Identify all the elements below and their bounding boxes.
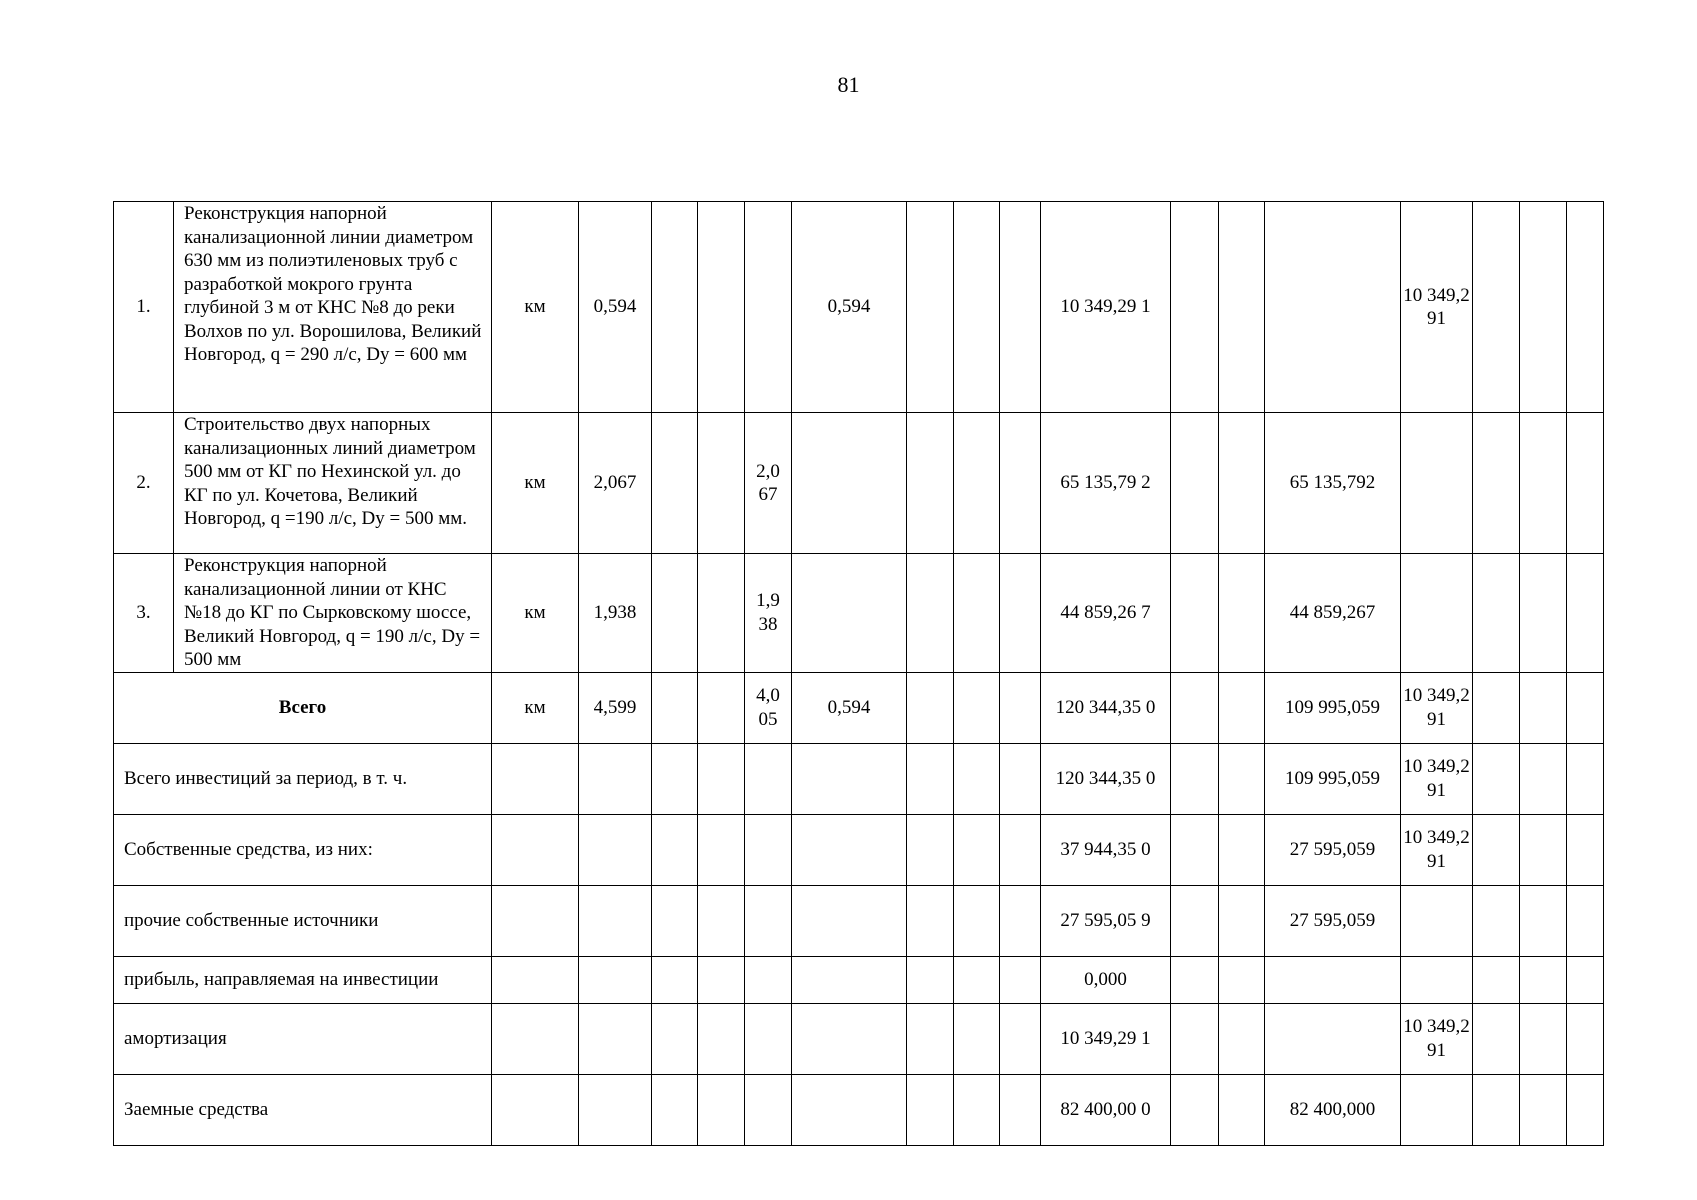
empty-cell bbox=[652, 554, 698, 673]
length-col8-cell bbox=[792, 413, 907, 554]
empty-cell bbox=[492, 956, 579, 1003]
length-cell: 1,938 bbox=[579, 554, 652, 673]
empty-cell bbox=[1000, 743, 1041, 814]
empty-cell bbox=[907, 956, 954, 1003]
unit-cell: км bbox=[492, 413, 579, 554]
empty-cell bbox=[698, 885, 745, 956]
empty-cell bbox=[1520, 202, 1567, 413]
empty-cell bbox=[792, 1074, 907, 1145]
empty-cell bbox=[1219, 956, 1265, 1003]
empty-cell bbox=[698, 1003, 745, 1074]
empty-cell bbox=[652, 413, 698, 554]
cost-col17-cell bbox=[1265, 202, 1401, 413]
cost-col18-cell bbox=[1401, 413, 1473, 554]
funding-row bbox=[114, 885, 1640, 956]
empty-cell bbox=[1219, 202, 1265, 413]
cost-col18-cell: 10 349,2 91 bbox=[1401, 672, 1473, 743]
empty-cell bbox=[1171, 1003, 1219, 1074]
empty-cell bbox=[1567, 1074, 1604, 1145]
cost-col17-cell: 109 995,059 bbox=[1265, 743, 1401, 814]
empty-cell bbox=[698, 956, 745, 1003]
funding-label: Собственные средства, из них: bbox=[114, 814, 492, 885]
empty-cell bbox=[907, 814, 954, 885]
empty-cell bbox=[954, 885, 1000, 956]
empty-cell bbox=[1473, 814, 1520, 885]
empty-cell bbox=[954, 814, 1000, 885]
length-col8-cell: 0,594 bbox=[792, 672, 907, 743]
row-number: 1. bbox=[114, 202, 174, 413]
empty-cell bbox=[652, 672, 698, 743]
empty-cell bbox=[698, 554, 745, 673]
empty-cell bbox=[652, 956, 698, 1003]
funding-label: амортизация bbox=[114, 1003, 492, 1074]
empty-cell bbox=[492, 743, 579, 814]
empty-cell bbox=[1171, 1074, 1219, 1145]
project-description: Строительство двух напорных канализационных линий диаметром 500 мм от КГ по Нехинской ул. до КГ по ул. Кочетова, Великий Новгород, q =190 л/с, Dy = 500 мм. bbox=[174, 413, 492, 554]
empty-cell bbox=[698, 1074, 745, 1145]
empty-cell bbox=[698, 743, 745, 814]
cost-total-cell: 65 135,79 2 bbox=[1041, 413, 1171, 554]
cost-col18-cell bbox=[1401, 554, 1473, 673]
empty-cell bbox=[652, 1074, 698, 1145]
empty-cell bbox=[652, 885, 698, 956]
empty-cell bbox=[1171, 956, 1219, 1003]
cost-col17-cell: 27 595,059 bbox=[1265, 885, 1401, 956]
empty-cell bbox=[579, 743, 652, 814]
funding-label: Всего инвестиций за период, в т. ч. bbox=[114, 743, 492, 814]
empty-cell bbox=[1520, 1074, 1567, 1145]
empty-cell bbox=[907, 554, 954, 673]
cost-total-cell: 120 344,35 0 bbox=[1041, 743, 1171, 814]
funding-row bbox=[114, 743, 1640, 814]
empty-cell bbox=[792, 743, 907, 814]
empty-cell bbox=[579, 1003, 652, 1074]
empty-cell bbox=[1000, 885, 1041, 956]
empty-cell bbox=[1473, 956, 1520, 1003]
funding-label: Заемные средства bbox=[114, 1074, 492, 1145]
empty-cell bbox=[1171, 814, 1219, 885]
page-number: 81 bbox=[837, 72, 860, 97]
cost-total-cell: 0,000 bbox=[1041, 956, 1171, 1003]
empty-cell bbox=[1473, 672, 1520, 743]
empty-cell bbox=[1520, 814, 1567, 885]
empty-cell bbox=[579, 814, 652, 885]
empty-cell bbox=[1473, 1003, 1520, 1074]
cost-total-cell: 37 944,35 0 bbox=[1041, 814, 1171, 885]
empty-cell bbox=[652, 814, 698, 885]
empty-cell bbox=[652, 1003, 698, 1074]
empty-cell bbox=[907, 1003, 954, 1074]
empty-cell bbox=[652, 743, 698, 814]
empty-cell bbox=[1000, 1074, 1041, 1145]
funding-row bbox=[114, 1003, 1640, 1074]
funding-row bbox=[114, 814, 1640, 885]
empty-cell bbox=[1567, 814, 1604, 885]
cost-col18-cell bbox=[1401, 956, 1473, 1003]
length-col8-cell: 0,594 bbox=[792, 202, 907, 413]
empty-cell bbox=[492, 1003, 579, 1074]
funding-label: прибыль, направляемая на инвестиции bbox=[114, 956, 492, 1003]
empty-cell bbox=[1520, 554, 1567, 673]
cost-col18-cell: 10 349,2 91 bbox=[1401, 202, 1473, 413]
table-row bbox=[114, 202, 1640, 413]
row-number: 3. bbox=[114, 554, 174, 673]
empty-cell bbox=[907, 885, 954, 956]
empty-cell bbox=[1000, 202, 1041, 413]
total-row bbox=[114, 672, 1640, 743]
empty-cell bbox=[1171, 885, 1219, 956]
empty-cell bbox=[1520, 885, 1567, 956]
cost-col18-cell bbox=[1401, 1074, 1473, 1145]
empty-cell bbox=[954, 956, 1000, 1003]
cost-total-cell: 82 400,00 0 bbox=[1041, 1074, 1171, 1145]
empty-cell bbox=[907, 1074, 954, 1145]
empty-cell bbox=[792, 885, 907, 956]
empty-cell bbox=[792, 1003, 907, 1074]
empty-cell bbox=[954, 1003, 1000, 1074]
cost-total-cell: 27 595,05 9 bbox=[1041, 885, 1171, 956]
cost-col17-cell bbox=[1265, 956, 1401, 1003]
empty-cell bbox=[907, 202, 954, 413]
cost-col17-cell: 27 595,059 bbox=[1265, 814, 1401, 885]
empty-cell bbox=[652, 202, 698, 413]
empty-cell bbox=[745, 956, 792, 1003]
empty-cell bbox=[1219, 554, 1265, 673]
unit-cell: км bbox=[492, 202, 579, 413]
empty-cell bbox=[1473, 743, 1520, 814]
empty-cell bbox=[954, 202, 1000, 413]
empty-cell bbox=[698, 672, 745, 743]
row-number: 2. bbox=[114, 413, 174, 554]
empty-cell bbox=[1567, 956, 1604, 1003]
empty-cell bbox=[1171, 743, 1219, 814]
empty-cell bbox=[954, 1074, 1000, 1145]
empty-cell bbox=[492, 885, 579, 956]
empty-cell bbox=[1000, 413, 1041, 554]
empty-cell bbox=[1567, 413, 1604, 554]
empty-cell bbox=[1219, 672, 1265, 743]
empty-cell bbox=[698, 814, 745, 885]
empty-cell bbox=[1520, 956, 1567, 1003]
unit-cell: км bbox=[492, 554, 579, 673]
empty-cell bbox=[954, 743, 1000, 814]
empty-cell bbox=[954, 554, 1000, 673]
empty-cell bbox=[1567, 202, 1604, 413]
empty-cell bbox=[1219, 885, 1265, 956]
cost-col17-cell bbox=[1265, 1003, 1401, 1074]
empty-cell bbox=[1000, 672, 1041, 743]
total-label: Всего bbox=[114, 672, 492, 743]
empty-cell bbox=[1171, 413, 1219, 554]
empty-cell bbox=[1473, 413, 1520, 554]
empty-cell bbox=[1567, 1003, 1604, 1074]
length-col7-cell: 1,9 38 bbox=[745, 554, 792, 673]
investment-table bbox=[113, 201, 1640, 1146]
empty-cell bbox=[1171, 672, 1219, 743]
empty-cell bbox=[1219, 743, 1265, 814]
length-col7-cell: 2,0 67 bbox=[745, 413, 792, 554]
empty-cell bbox=[1520, 672, 1567, 743]
empty-cell bbox=[1000, 1003, 1041, 1074]
cost-total-cell: 10 349,29 1 bbox=[1041, 202, 1171, 413]
empty-cell bbox=[492, 1074, 579, 1145]
cost-total-cell: 120 344,35 0 bbox=[1041, 672, 1171, 743]
project-description: Реконструкция напорной канализационной линии от КНС №18 до КГ по Сырковскому шоссе, Великий Новгород, q = 190 л/с, Dy = 500 мм bbox=[174, 554, 492, 673]
empty-cell bbox=[1171, 202, 1219, 413]
length-cell: 0,594 bbox=[579, 202, 652, 413]
empty-cell bbox=[907, 743, 954, 814]
empty-cell bbox=[1473, 885, 1520, 956]
length-col7-cell bbox=[745, 202, 792, 413]
empty-cell bbox=[1567, 672, 1604, 743]
empty-cell bbox=[1171, 554, 1219, 673]
empty-cell bbox=[792, 956, 907, 1003]
unit-cell: км bbox=[492, 672, 579, 743]
empty-cell bbox=[745, 814, 792, 885]
empty-cell bbox=[1473, 1074, 1520, 1145]
length-col7-cell: 4,0 05 bbox=[745, 672, 792, 743]
empty-cell bbox=[698, 413, 745, 554]
empty-cell bbox=[1520, 743, 1567, 814]
table-row bbox=[114, 554, 1640, 673]
empty-cell bbox=[579, 885, 652, 956]
empty-cell bbox=[1000, 814, 1041, 885]
empty-cell bbox=[1000, 956, 1041, 1003]
cost-col18-cell: 10 349,2 91 bbox=[1401, 814, 1473, 885]
empty-cell bbox=[579, 1074, 652, 1145]
empty-cell bbox=[698, 202, 745, 413]
empty-cell bbox=[1520, 413, 1567, 554]
empty-cell bbox=[1000, 554, 1041, 673]
empty-cell bbox=[579, 956, 652, 1003]
empty-cell bbox=[745, 743, 792, 814]
funding-row bbox=[114, 1074, 1640, 1145]
empty-cell bbox=[745, 1074, 792, 1145]
length-col8-cell bbox=[792, 554, 907, 673]
empty-cell bbox=[1473, 202, 1520, 413]
empty-cell bbox=[954, 672, 1000, 743]
empty-cell bbox=[745, 1003, 792, 1074]
empty-cell bbox=[1567, 743, 1604, 814]
cost-col17-cell: 82 400,000 bbox=[1265, 1074, 1401, 1145]
cost-total-cell: 10 349,29 1 bbox=[1041, 1003, 1171, 1074]
empty-cell bbox=[792, 814, 907, 885]
length-cell: 4,599 bbox=[579, 672, 652, 743]
funding-row bbox=[114, 956, 1640, 1003]
length-cell: 2,067 bbox=[579, 413, 652, 554]
empty-cell bbox=[954, 413, 1000, 554]
empty-cell bbox=[1473, 554, 1520, 673]
empty-cell bbox=[1219, 413, 1265, 554]
empty-cell bbox=[907, 672, 954, 743]
empty-cell bbox=[1567, 885, 1604, 956]
cost-col18-cell: 10 349,2 91 bbox=[1401, 1003, 1473, 1074]
cost-col18-cell bbox=[1401, 885, 1473, 956]
cost-col18-cell: 10 349,2 91 bbox=[1401, 743, 1473, 814]
empty-cell bbox=[1219, 1074, 1265, 1145]
empty-cell bbox=[745, 885, 792, 956]
empty-cell bbox=[492, 814, 579, 885]
empty-cell bbox=[1219, 1003, 1265, 1074]
empty-cell bbox=[1520, 1003, 1567, 1074]
empty-cell bbox=[1567, 554, 1604, 673]
cost-col17-cell: 65 135,792 bbox=[1265, 413, 1401, 554]
project-description: Реконструкция напорной канализационной линии диаметром 630 мм из полиэтиленовых труб с разработкой мокрого грунта глубиной 3 м от КНС №8 до реки Волхов по ул. Ворошилова, Великий Новгород, q = 290 л/с, Dy = 600 мм bbox=[174, 202, 492, 413]
cost-total-cell: 44 859,26 7 bbox=[1041, 554, 1171, 673]
funding-label: прочие собственные источники bbox=[114, 885, 492, 956]
empty-cell bbox=[907, 413, 954, 554]
empty-cell bbox=[1219, 814, 1265, 885]
cost-col17-cell: 44 859,267 bbox=[1265, 554, 1401, 673]
cost-col17-cell: 109 995,059 bbox=[1265, 672, 1401, 743]
table-row bbox=[114, 413, 1640, 554]
